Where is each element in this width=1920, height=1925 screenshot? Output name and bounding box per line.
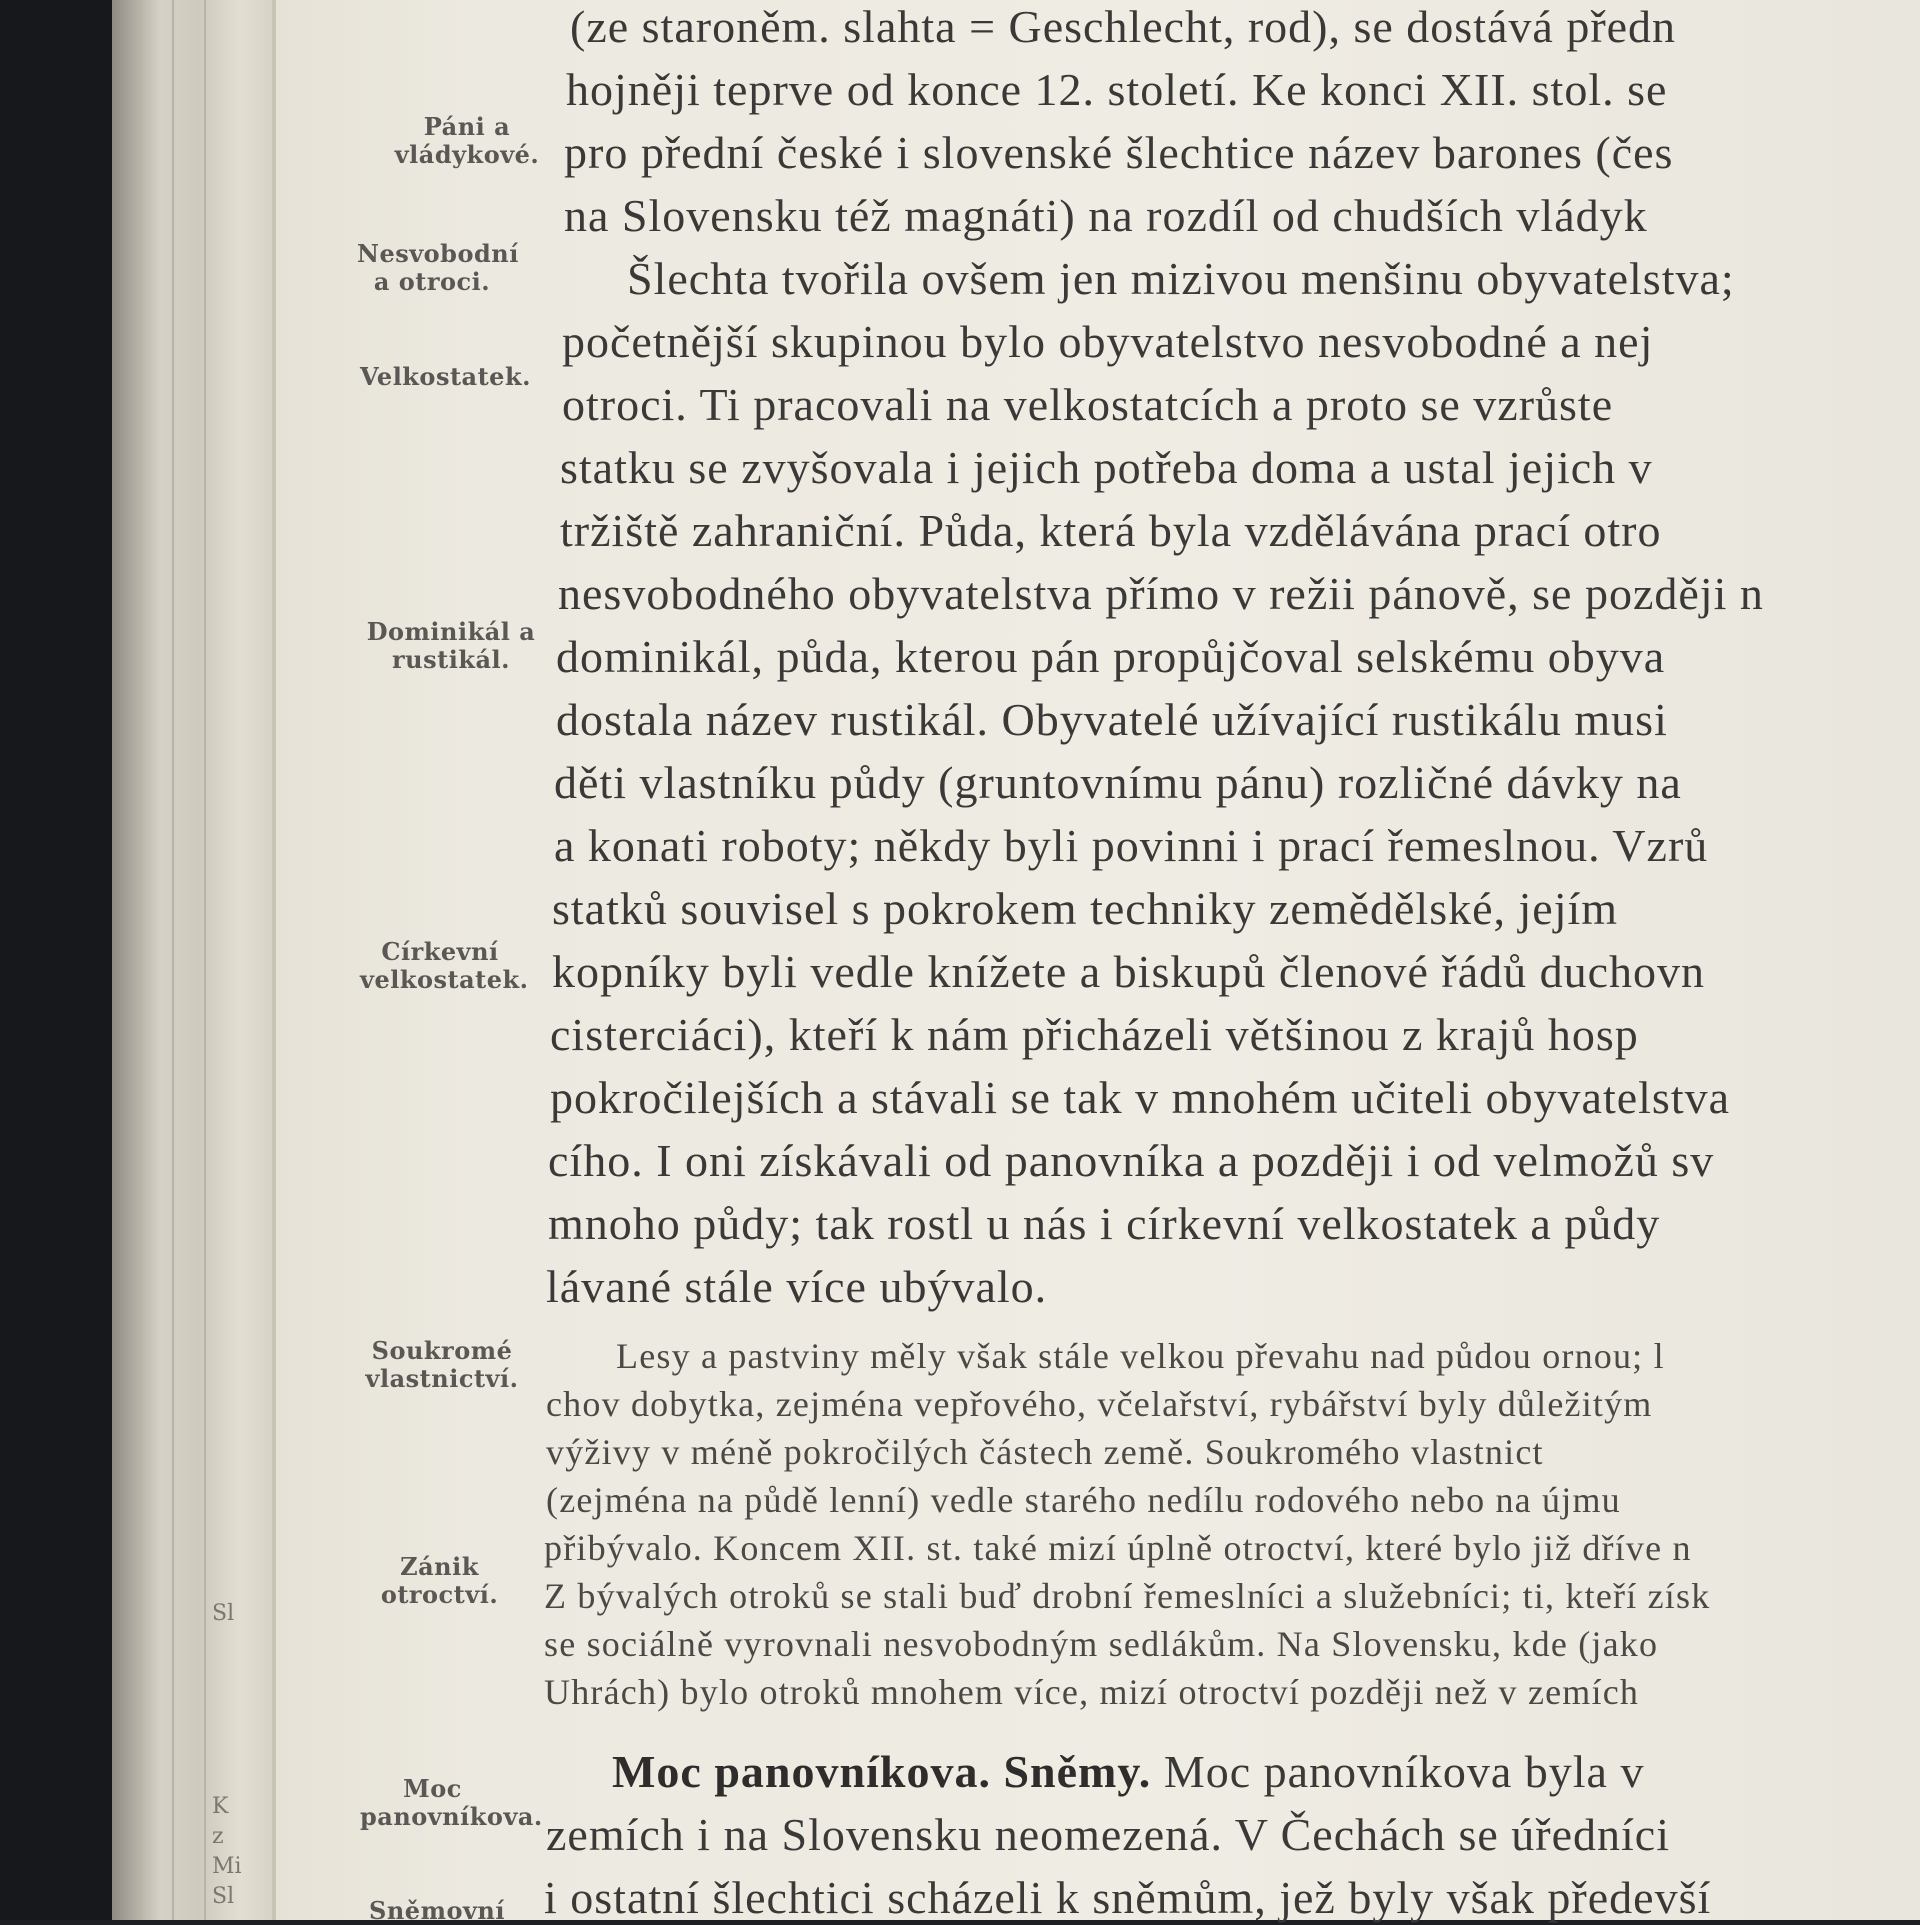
stub-letter: K — [212, 1794, 229, 1819]
stub-letter: z — [212, 1824, 224, 1849]
small-text-line: chov dobytka, zejména vepřového, včelařství, rybářství byly důležitým — [546, 1384, 1653, 1424]
page-edge-line — [140, 0, 142, 1920]
left-page-edges — [112, 0, 272, 1920]
text-line: Šlechta tvořila ovšem jen mizivou menšinu obyvatelstva; — [627, 253, 1735, 304]
small-text-line: (zejména na půdě lenní) vedle starého nedílu rodového nebo na újmu — [546, 1480, 1621, 1520]
margin-note: Soukromé vlastnictví. — [365, 1336, 519, 1394]
text-line: lávané stále více ubývalo. — [546, 1261, 1048, 1312]
text-line: cisterciáci), kteří k nám přicházeli většinou z krajů hosp — [550, 1009, 1639, 1060]
margin-note: Velkostatek. — [360, 362, 531, 391]
page-edge-line — [172, 0, 174, 1920]
text-line: statku se zvyšovala i jejich potřeba doma a ustal jejich v — [560, 442, 1653, 493]
text-line: tržiště zahraniční. Půda, která byla vzdělávána prací otro — [560, 505, 1662, 556]
small-text-line: se sociálně vyrovnali nesvobodným sedlákům. Na Slovensku, kde (jako — [544, 1624, 1659, 1664]
text-line: kopníky byli vedle knížete a biskupů členové řádů duchovn — [552, 946, 1706, 997]
page-edge-line — [204, 0, 206, 1920]
text-line: početnější skupinou bylo obyvatelstvo nesvobodné a nej — [562, 316, 1654, 367]
margin-note: Moc panovníkova. — [360, 1774, 543, 1832]
text-line: dostala název rustikál. Obyvatelé užívající rustikálu musi — [556, 694, 1668, 745]
background-edge — [0, 0, 112, 1920]
small-text-line: výživy v méně pokročilých částech země. Soukromého vlastnict — [546, 1432, 1544, 1472]
text-line: (ze staroněm. slahta = Geschlecht, rod), se dostává předn — [570, 1, 1677, 52]
book-page — [272, 0, 1920, 1925]
text-line: na Slovensku též magnáti) na rozdíl od chudších vládyk — [564, 190, 1648, 241]
page-fold — [272, 0, 276, 1920]
text-line: otroci. Ti pracovali na velkostatcích a proto se vzrůste — [562, 379, 1614, 430]
margin-note: Sněmovní — [369, 1896, 505, 1925]
margin-note: Zánik otroctví. — [380, 1552, 499, 1610]
heading-continuation: Moc panovníkova byla v — [1151, 1746, 1645, 1797]
text-line: i ostatní šlechtici scházeli k sněmům, jež byly však předevší — [544, 1872, 1712, 1923]
margin-note: Dominikál a rustikál. — [366, 617, 536, 675]
text-line: nesvobodného obyvatelstva přímo v režii pánově, se později n — [558, 568, 1764, 619]
small-text-line: přibývalo. Koncem XII. st. také mizí úplně otroctví, které bylo již dříve n — [544, 1528, 1692, 1568]
text-line: děti vlastníku půdy (gruntovnímu pánu) rozličné dávky na — [554, 757, 1682, 808]
small-text-line: Lesy a pastviny měly však stále velkou převahu nad půdou ornou; l — [616, 1336, 1665, 1376]
small-text-line: Uhrách) bylo otroků mnohem více, mizí otroctví později než v zemích — [544, 1672, 1640, 1712]
margin-note: Nesvobodní a otroci. — [357, 239, 519, 297]
text-line: pokročilejších a stávali se tak v mnohém učiteli obyvatelstva — [550, 1072, 1731, 1123]
text-line: statků souvisel s pokrokem techniky zemědělské, jejím — [552, 883, 1619, 934]
section-heading: Moc panovníkova. Sněmy. — [612, 1746, 1152, 1797]
stub-letter: Sl — [212, 1884, 235, 1909]
section-heading-line — [612, 1745, 1644, 1798]
margin-note: Církevní velkostatek. — [360, 937, 529, 995]
text-line: pro přední české i slovenské šlechtice název barones (čes — [564, 127, 1674, 178]
stub-letter: Mi — [212, 1854, 242, 1879]
stub-letter: Sl — [212, 1601, 235, 1626]
text-line: hojněji teprve od konce 12. století. Ke konci XII. stol. se — [566, 64, 1668, 115]
text-line: dominikál, půda, kterou pán propůjčoval selskému obyva — [556, 631, 1666, 682]
text-line: mnoho půdy; tak rostl u nás i církevní velkostatek a půdy — [548, 1198, 1661, 1249]
margin-note: Páni a vládykové. — [394, 112, 540, 170]
text-line: zemích i na Slovensku neomezená. V Čechách se úředníci — [546, 1809, 1670, 1860]
text-line: cího. I oni získávali od panovníka a později i od velmožů sv — [548, 1135, 1715, 1186]
text-line: a konati roboty; někdy byli povinni i prací řemeslnou. Vzrů — [554, 820, 1709, 871]
small-text-line: Z bývalých otroků se stali buď drobní řemeslníci a služebníci; ti, kteří získ — [544, 1576, 1711, 1616]
